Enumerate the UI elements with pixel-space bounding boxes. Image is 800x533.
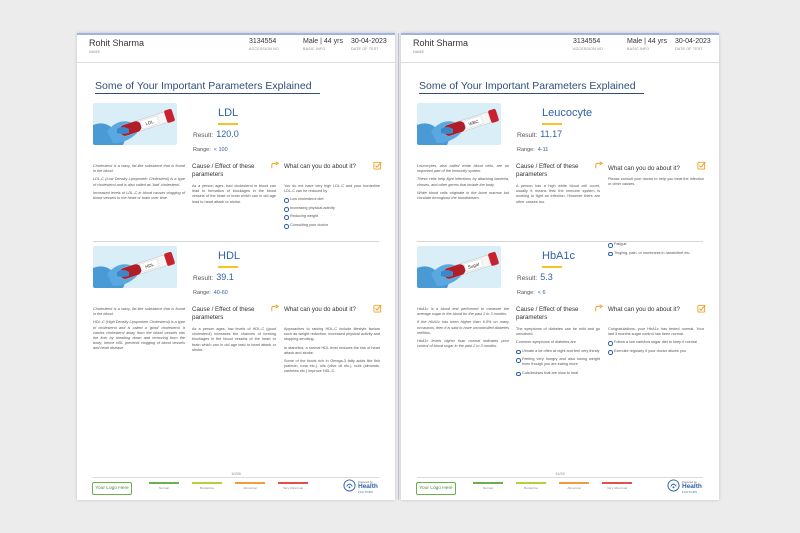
legend-label: Very Abnormal (606, 485, 628, 490)
todo-list (284, 197, 380, 228)
test-date-label: DATE OF TEST (675, 47, 703, 51)
todo-intro: Congratulations, your HbA1c has tested normal. Your last 3 months sugar control has been normal. (608, 327, 704, 337)
report-page-left (77, 33, 395, 500)
patient-header (77, 38, 395, 63)
brand-logo (667, 478, 713, 496)
description-paragraph: HbA1c is a blood test performed to measure the average sugar in the blood for the past 2 to 3 months. (417, 307, 509, 317)
symptom-list-item: Cuts/bruises that are slow to heal (516, 371, 600, 376)
legend-label: Normal (159, 485, 169, 490)
patient-name-cell (413, 38, 468, 54)
todo-intro: Please consult your doctor to help you treat the infection or other causes. (608, 177, 704, 187)
accession-number: 3134554 (249, 38, 277, 45)
description-paragraph: Cholesterol is a waxy, fat-like substance that is found in the blood. (93, 164, 185, 174)
legend-swatch (278, 482, 308, 484)
patient-name: Rohit Sharma (89, 38, 145, 48)
fyi-list-item: Tingling, pain, or numbness in hands/feet etc. (608, 251, 704, 256)
parameter-description (417, 164, 509, 204)
test-date-cell (675, 38, 711, 51)
basic-info-label: BASIC INFO (303, 47, 326, 51)
page-number: 10/39 (231, 472, 241, 476)
symptom-list (516, 349, 600, 376)
blood-tube-illustration (417, 246, 501, 288)
test-date: 30-04-2023 (351, 38, 387, 45)
parameter-name-underline (218, 266, 238, 268)
result-label: Result: (517, 275, 538, 282)
book-spine (398, 33, 399, 500)
legend-label: Borderline (199, 485, 215, 490)
section-title-underline (95, 93, 320, 94)
tube-label: Sugar (467, 261, 481, 270)
parameter-description (417, 307, 509, 352)
todo-list-item: Low cholesterol diet (284, 197, 380, 202)
legend-swatch (192, 482, 222, 484)
section-title: Some of Your Important Parameters Explained (419, 80, 636, 92)
basic-info: Male | 44 yrs (627, 38, 667, 45)
patient-name: Rohit Sharma (413, 38, 469, 48)
range-value: 40-60 (213, 290, 228, 296)
symptom-list-item: Feeling very hungry and also losing weight even though you are eating more (516, 357, 600, 367)
todo-list-item: Exercise regularly if your doctor allows you (608, 349, 704, 354)
cause-content (516, 327, 600, 379)
todo-content (608, 177, 704, 190)
range-row (193, 290, 228, 296)
legend-very-abnormal (602, 482, 636, 490)
share-arrow-icon (595, 161, 603, 169)
description-paragraph: Increased levels of LDL-C in blood causes clogging of blood vessels to the heart or brain over time. (93, 190, 185, 201)
basic-info-cell (627, 38, 667, 51)
todo-list-item: Reducing weight (284, 214, 380, 219)
todo-paragraph: Some of the foods rich in Omega-3 fatty acids like fish (salmon, tuna etc.), oils (olive oil etc.), nuts (almonds, cashews etc.) improve HDL-C. (284, 359, 380, 374)
accession-number: 3134554 (573, 38, 601, 45)
todo-title: What can you do about it? (284, 163, 356, 170)
legend-label: Abnormal (567, 485, 581, 490)
parameter-block-hdl (77, 240, 395, 385)
accession-label: ACCESSION NO (249, 47, 279, 51)
description-paragraph: HbA1c levels higher than normal indicates poor control of blood sugar in the past 2 to 3 months. (417, 339, 509, 349)
tube-label: WBC (467, 118, 480, 127)
legend-abnormal (559, 482, 593, 490)
cause-title: Cause / Effect of these parameters (192, 306, 255, 321)
share-arrow-icon (595, 304, 603, 312)
cause-title: Cause / Effect of these parameters (516, 306, 579, 321)
result-row (193, 272, 234, 282)
todo-list-item: Follow a low carb/low sugar diet to keep it normal (608, 340, 704, 345)
range-label: Range: (193, 290, 211, 296)
checklist-icon (697, 304, 706, 313)
brand-name: Health (358, 483, 378, 490)
legend-swatch (473, 482, 503, 484)
brand-powered-by: Powered by (358, 480, 373, 484)
parameter-name: LDL (218, 107, 239, 119)
todo-content (284, 327, 380, 378)
parameter-block-leucocyte (401, 97, 719, 242)
section-title-underline (419, 93, 644, 94)
result-label: Result: (517, 132, 538, 139)
result-value: 11.17 (540, 129, 563, 139)
legend-abnormal (235, 482, 269, 490)
report-page-right (401, 33, 719, 500)
brand-seal-icon (343, 479, 356, 492)
cause-text: As a person ages, bad cholesterol in blood can lead to formation of blockages in the blood vessels of the heart or brain which can in old age lead to heart attack or stroke. (192, 184, 276, 204)
parameter-block-ldl (77, 97, 395, 242)
checklist-icon (697, 161, 706, 170)
legend-label: Abnormal (243, 485, 257, 490)
page-number: 11/39 (555, 472, 565, 476)
result-label: Result: (193, 132, 214, 139)
legend-label: Very Abnormal (282, 485, 304, 490)
result-label: Result: (193, 275, 214, 282)
tube-label: LDL (144, 118, 155, 127)
patient-name-label: NAME (413, 50, 425, 54)
range-row (517, 147, 548, 153)
legend-label: Borderline (523, 485, 539, 490)
blood-tube-illustration (93, 246, 177, 288)
range-row (193, 147, 228, 153)
range-label: Range: (517, 290, 535, 296)
description-paragraph: Leucocytes, also called white blood cells, are an important part of the immunity system. (417, 164, 509, 174)
blood-tube-illustration (93, 103, 177, 145)
todo-title: What can you do about it? (284, 306, 356, 313)
parameter-name: HbA1c (542, 250, 576, 262)
basic-info-label: BASIC INFO (627, 47, 650, 51)
test-date-cell (351, 38, 387, 51)
footer-divider (93, 477, 379, 478)
result-value: 39.1 (216, 272, 234, 282)
parameter-name: Leucocyte (542, 107, 593, 119)
blood-tube-illustration (417, 103, 501, 145)
todo-paragraph: Approaches to raising HDL-C include lifestyle factors such as weight reduction, increased physical activity and stopping smoking. (284, 327, 380, 342)
patient-name-label: NAME (89, 50, 101, 54)
legend-borderline (516, 482, 550, 490)
page-top-border (401, 33, 719, 35)
range-value: 4-11 (537, 147, 549, 153)
accession-cell (573, 38, 603, 51)
checklist-icon (373, 304, 382, 313)
cause-title: Cause / Effect of these parameters (516, 163, 579, 178)
footer-divider (417, 477, 703, 478)
todo-content (608, 327, 704, 357)
section-title: Some of Your Important Parameters Explained (95, 80, 312, 92)
legend-swatch (149, 482, 179, 484)
brand-name: Health (682, 483, 702, 490)
description-paragraph: If the HbA1c has been higher than 6.5% on many occasions, then it is said to have uncontrolled diabetes mellitus. (417, 320, 509, 335)
patient-header (401, 38, 719, 63)
cause-text: A person has a high white blood cell count, usually it means that the immune system is working to fight an infection. However there are other causes too. (516, 184, 600, 204)
parameter-description (93, 164, 185, 204)
legend-normal (473, 482, 507, 490)
share-arrow-icon (271, 304, 279, 312)
parameter-name-underline (542, 266, 562, 268)
brand-sub: FACTORS (682, 490, 698, 494)
cause-text: The symptoms of diabetes can be mild and go unnoticed. (516, 327, 600, 337)
legend-swatch (235, 482, 265, 484)
fyi-list (608, 242, 704, 256)
description-paragraph: White blood cells originate in the bone marrow but circulate throughout the bloodstream. (417, 190, 509, 201)
result-value: 120.0 (216, 129, 239, 139)
fyi-list-item: Fatigue (608, 242, 704, 247)
description-paragraph: These cells help fight infections by attacking bacteria, viruses, and other germs that invade the body. (417, 177, 509, 187)
tube-label: HDL (144, 261, 155, 270)
description-paragraph: HDL-C (High Density Lipoprotein Cholesterol) is a type of cholesterol and is called a 'good' cholesterol. It carries cholesterol away from the blood vessels into the liver by breaking down and removing from the body; hence HDL prevents clogging of blood vessels and heart disease. (93, 320, 186, 351)
range-value: < 6 (537, 290, 546, 296)
legend-borderline (192, 482, 226, 490)
todo-intro: You do not have very high LDL-C and your borderline LDL-C can be reduced by (284, 184, 380, 194)
cause-text: As a person ages, low levels of HDL-C (good cholesterol) increases the chances of forming blockages in the blood vessels of the heart or brain which can in old age lead to heart attack or stroke. (192, 327, 276, 352)
share-arrow-icon (271, 161, 279, 169)
result-row (193, 129, 239, 139)
todo-content (284, 184, 380, 231)
description-paragraph: Cholesterol is a waxy, fat-like substance that is found in the blood. (93, 307, 185, 317)
basic-info-cell (303, 38, 343, 51)
range-label: Range: (193, 147, 211, 153)
test-date-label: DATE OF TEST (351, 47, 379, 51)
range-row (517, 290, 546, 296)
todo-list-item: Increasing physical activity (284, 206, 380, 211)
result-value: 5.3 (540, 272, 553, 282)
todo-list (608, 340, 704, 354)
legend-swatch (602, 482, 632, 484)
brand-seal-icon (667, 479, 680, 492)
legend-swatch (516, 482, 546, 484)
parameter-name: HDL (218, 250, 241, 262)
cause-list-intro: Common symptoms of diabetes are (516, 340, 576, 345)
brand-sub: FACTORS (358, 490, 374, 494)
result-row (517, 129, 562, 139)
brand-logo (343, 478, 389, 496)
parameter-description (93, 307, 185, 355)
todo-paragraph: In diabetics, a normal HDL level reduces the risk of heart attack and stroke. (284, 345, 380, 355)
lab-logo-placeholder: Your Logo Here (92, 482, 132, 495)
page-top-border (77, 33, 395, 35)
checklist-icon (373, 161, 382, 170)
parameter-block-hba1c (401, 240, 719, 385)
range-value: < 100 (213, 147, 228, 153)
fyi-symptoms (608, 240, 704, 259)
symptom-list-item: Urinate a lot often at night and feel very thirsty (516, 349, 600, 354)
test-date: 30-04-2023 (675, 38, 711, 45)
lab-logo-placeholder: Your Logo Here (416, 482, 456, 495)
legend-normal (149, 482, 183, 490)
accession-cell (249, 38, 279, 51)
patient-name-cell (89, 38, 144, 54)
parameter-name-underline (542, 123, 562, 125)
basic-info: Male | 44 yrs (303, 38, 343, 45)
description-paragraph: LDL-C (Low Density Lipoprotein Cholesterol) is a type of cholesterol and is also called as 'bad' cholesterol. (93, 177, 185, 187)
legend-very-abnormal (278, 482, 312, 490)
todo-title: What can you do about it? (608, 306, 680, 313)
accession-label: ACCESSION NO (573, 47, 603, 51)
range-label: Range: (517, 147, 535, 153)
legend-swatch (559, 482, 589, 484)
result-row (517, 272, 553, 282)
cause-title: Cause / Effect of these parameters (192, 163, 255, 178)
todo-list-item: Consulting your doctor (284, 223, 380, 228)
parameter-name-underline (218, 123, 238, 125)
todo-title: What can you do about it? (608, 165, 680, 172)
legend-label: Normal (483, 485, 493, 490)
brand-powered-by: Powered by (682, 480, 697, 484)
